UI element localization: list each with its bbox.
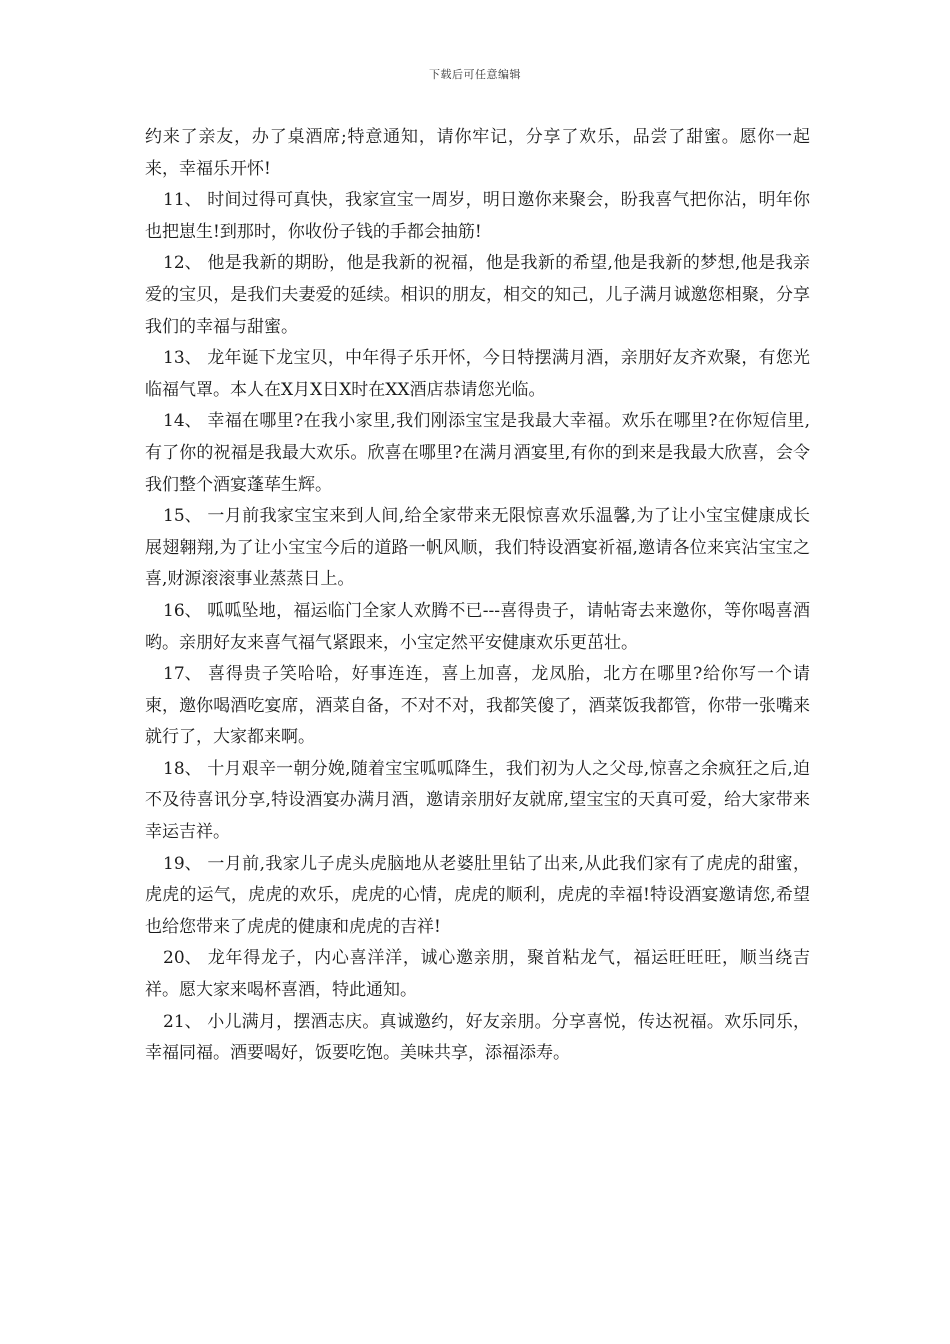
paragraph-text: 时间过得可真快，我家宣宝一周岁，明日邀你来聚会，盼我喜气把你沾，明年你也把崽生!到那时，你收份子钱的手都会抽筋!: [145, 190, 810, 242]
paragraph-text: 他是我新的期盼，他是我新的祝福，他是我新的希望,他是我新的梦想,他是我亲爱的宝贝，是我们夫妻爱的延续。相识的朋友，相交的知己，儿子满月诚邀您相聚，分享我们的幸福与甜蜜。: [145, 253, 810, 337]
paragraph-text: 十月艰辛一朝分娩,随着宝宝呱呱降生，我们初为人之父母,惊喜之余疯狂之后,迫不及待喜讯分享,特设酒宴办满月酒，邀请亲朋好友就席,望宝宝的天真可爱，给大家带来幸运吉祥。: [145, 758, 810, 843]
paragraph-text: 幸福在哪里?在我小家里,我们刚添宝宝是我最大幸福。欢乐在哪里?在你短信里,有了你的祝福是我最大欢乐。欣喜在哪里?在满月酒宴里,有你的到来是我最大欣喜，会令我们整个酒宴蓬荜生辉。: [145, 411, 810, 495]
paragraph-text: 一月前我家宝宝来到人间,给全家带来无限惊喜欢乐温馨,为了让小宝宝健康成长展翅翱翔,为了让小宝宝今后的道路一帆风顺，我们特设酒宴祈福,邀请各位来宾沾宝宝之喜,财源滚滚事业蒸蒸日上。: [145, 506, 810, 590]
paragraph-text: 一月前,我家儿子虎头虎脑地从老婆肚里钻了出来,从此我们家有了虎虎的甜蜜，虎虎的运气，虎虎的欢乐，虎虎的心情，虎虎的顺利，虎虎的幸福!特设酒宴邀请您,希望也给您带来了虎虎的健康和虎虎的吉祥!: [145, 853, 810, 937]
item-number: 16、: [163, 600, 202, 621]
paragraph-item: [145, 943, 810, 1006]
paragraph-item: [145, 1007, 810, 1070]
page-header: 下载后可任意编辑: [429, 68, 521, 81]
paragraph-text: 喜得贵子笑哈哈，好事连连，喜上加喜，龙凤胎，北方在哪里?给你写一个请柬，邀你喝酒吃宴席，酒菜自备，不对不对，我都笑傻了，酒菜饭我都管，你带一张嘴来就行了，大家都来啊。: [145, 664, 810, 748]
item-number: 11、: [163, 190, 202, 211]
paragraph-item: [145, 849, 810, 944]
paragraph-item: [145, 659, 810, 754]
item-number: 12、: [163, 253, 202, 274]
paragraph-text: 龙年得龙子，内心喜洋洋，诚心邀亲朋，聚首粘龙气，福运旺旺旺，顺当绕吉祥。愿大家来喝杯喜酒，特此通知。: [145, 948, 810, 1001]
paragraph-text: 龙年诞下龙宝贝，中年得子乐开怀，今日特摆满月酒，亲朋好友齐欢聚，有您光临福气罩。本人在X月X日X时在XX酒店恭请您光临。: [145, 348, 810, 400]
item-number: 15、: [163, 506, 202, 527]
paragraph-text: 呱呱坠地，福运临门全家人欢腾不已---喜得贵子，请帖寄去来邀你，等你喝喜酒哟。亲朋好友来喜气福气紧跟来，小宝定然平安健康欢乐更茁壮。: [145, 600, 810, 653]
item-number: 19、: [163, 853, 202, 874]
paragraph-continuation: [145, 122, 810, 185]
item-number: 17、: [163, 664, 202, 685]
paragraph-text: 小儿满月，摆酒志庆。真诚邀约，好友亲朋。分享喜悦，传达祝福。欢乐同乐，幸福同福。酒要喝好，饭要吃饱。美味共享，添福添寿。: [145, 1011, 810, 1064]
item-number: 20、: [163, 948, 202, 969]
item-number: 13、: [163, 348, 202, 369]
paragraph-item: [145, 501, 810, 596]
item-number: 21、: [163, 1011, 202, 1032]
document-body: [145, 122, 810, 1070]
paragraph-item: [145, 185, 810, 248]
item-number: 18、: [163, 758, 202, 779]
paragraph-item: [145, 754, 810, 849]
paragraph-text: 约来了亲友，办了桌酒席;特意通知，请你牢记，分享了欢乐，品尝了甜蜜。愿你一起来，幸福乐开怀!: [145, 127, 810, 179]
paragraph-item: [145, 248, 810, 343]
item-number: 14、: [163, 411, 202, 432]
paragraph-item: [145, 406, 810, 501]
paragraph-item: [145, 343, 810, 406]
paragraph-item: [145, 596, 810, 659]
